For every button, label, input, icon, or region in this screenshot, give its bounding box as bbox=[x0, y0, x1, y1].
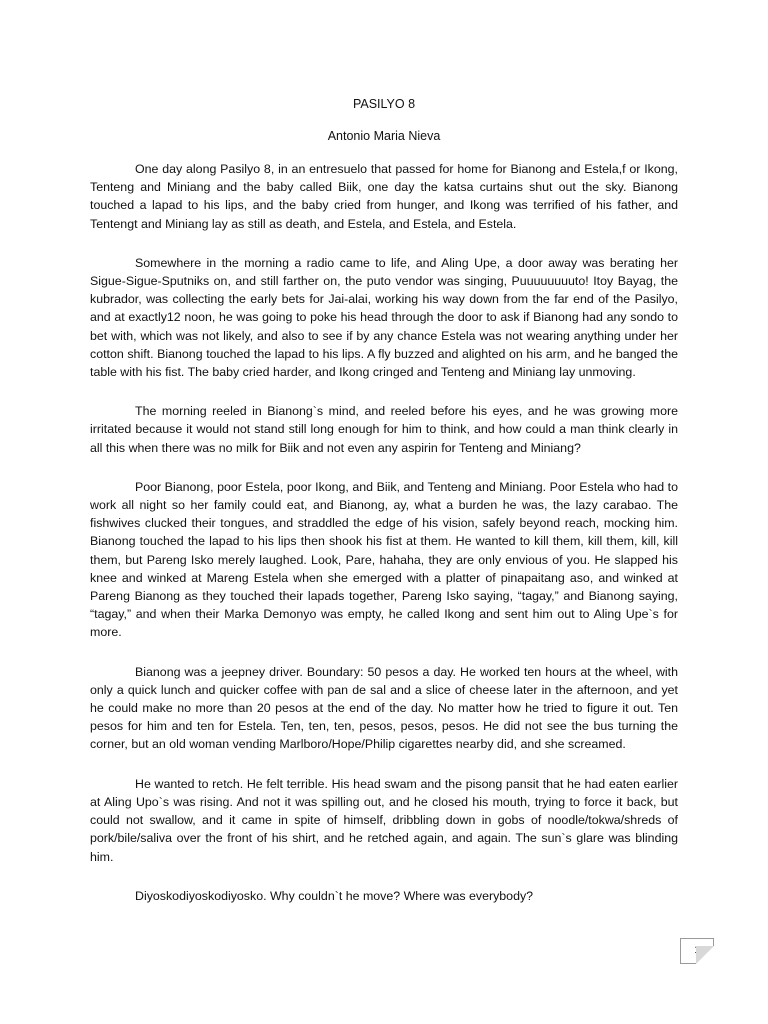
page-number: 1 bbox=[694, 945, 700, 956]
paragraph-4: Poor Bianong, poor Estela, poor Ikong, and Biik, and Tenteng and Miniang. Poor Estela who had to work all night so her family could eat, and Bianong, ay, what a burden he was, the lazy carabao. The fishwives clucked their tongues, and straddled the edge of his vision, safely beyond reach, mocking him. Bianong touched the lapad to his lips then shook his fist at them. He wanted to kill them, kill them, kill, kill them, but Pareng Isko merely laughed. Look, Pare, hahaha, they are only envious of you. He slapped his knee and winked at Mareng Estela when she emerged with a platter of pinapaitang aso, and winked at Pareng Bianong as they touched their lapads together, Pareng Isko saying, “tagay,” and Bianong saying, “tagay,” and when their Marka Demonyo was empty, he called Ikong and sent him out to Aling Upe`s for more. bbox=[90, 479, 678, 640]
page-number-badge bbox=[680, 938, 714, 964]
paragraph-5: Bianong was a jeepney driver. Boundary: 50 pesos a day. He worked ten hours at the wheel, with only a quick lunch and quicker coffee with pan de sal and a slice of cheese later in the afternoon, and yet he could make no more than 20 pesos at the end of the day. No matter how he tried to figure it out. Ten pesos for him and ten for Estela. Ten, ten, ten, pesos, pesos, pesos. He did not see the bus turning the corner, but an old woman vending Marlboro/Hope/Philip cigarettes nearby did, and she screamed. bbox=[90, 664, 678, 752]
document-body bbox=[90, 160, 678, 923]
paragraph-2: Somewhere in the morning a radio came to life, and Aling Upe, a door away was berating her Sigue-Sigue-Sputniks on, and still farther on, the puto vendor was singing, Puuuuuuuuto! Itoy Bayag, the kubrador, was collecting the early bets for Jai-alai, working his way down from the far end of the Pasilyo, and at exactly12 noon, he was going to poke his head through the door to ask if Bianong had any sondo to bet with, which was not likely, and also to see if by any chance Estela was not wearing anything under her cotton shift. Bianong touched the lapad to his lips. A fly buzzed and alighted on his arm, and he banged the table with his fist. The baby cried harder, and Ikong cringed and Tenteng and Miniang lay unmoving. bbox=[90, 255, 678, 380]
document-title: PASILYO 8 bbox=[352, 97, 416, 111]
paragraph-7: Diyoskodiyoskodiyosko. Why couldn`t he move? Where was everybody? bbox=[135, 888, 534, 903]
page-fold-icon bbox=[696, 946, 714, 964]
paragraph-6: He wanted to retch. He felt terrible. His head swam and the pisong pansit that he had eaten earlier at Aling Upo`s was rising. And not it was spilling out, and he closed his mouth, trying to force it back, but could not swallow, and it came in spite of himself, dribbling down in gobs of noodle/tokwa/shreds of pork/bile/saliva over the front of his shirt, and he retched again, and again. The sun`s glare was blinding him. bbox=[90, 776, 678, 864]
paragraph-3: The morning reeled in Bianong`s mind, and reeled before his eyes, and he was growing more irritated because it would not stand still long enough for him to think, and how could a man think clearly in all this when there was no milk for Biik and not even any aspirin for Tenteng and Miniang? bbox=[90, 404, 678, 455]
paragraph-1: One day along Pasilyo 8, in an entresuelo that passed for home for Bianong and Estela,f or Ikong, Tenteng and Miniang and the baby called Biik, one day the katsa curtains shut out the sky. Bianong touched a lapad to his lips, and the baby cried from hunger, and Ikong was terrified of his father, and Tentengt and Miniang lay as still as death, and Estela, and Estela, and Estela. bbox=[90, 162, 678, 231]
document-author: Antonio Maria Nieva bbox=[327, 129, 441, 143]
